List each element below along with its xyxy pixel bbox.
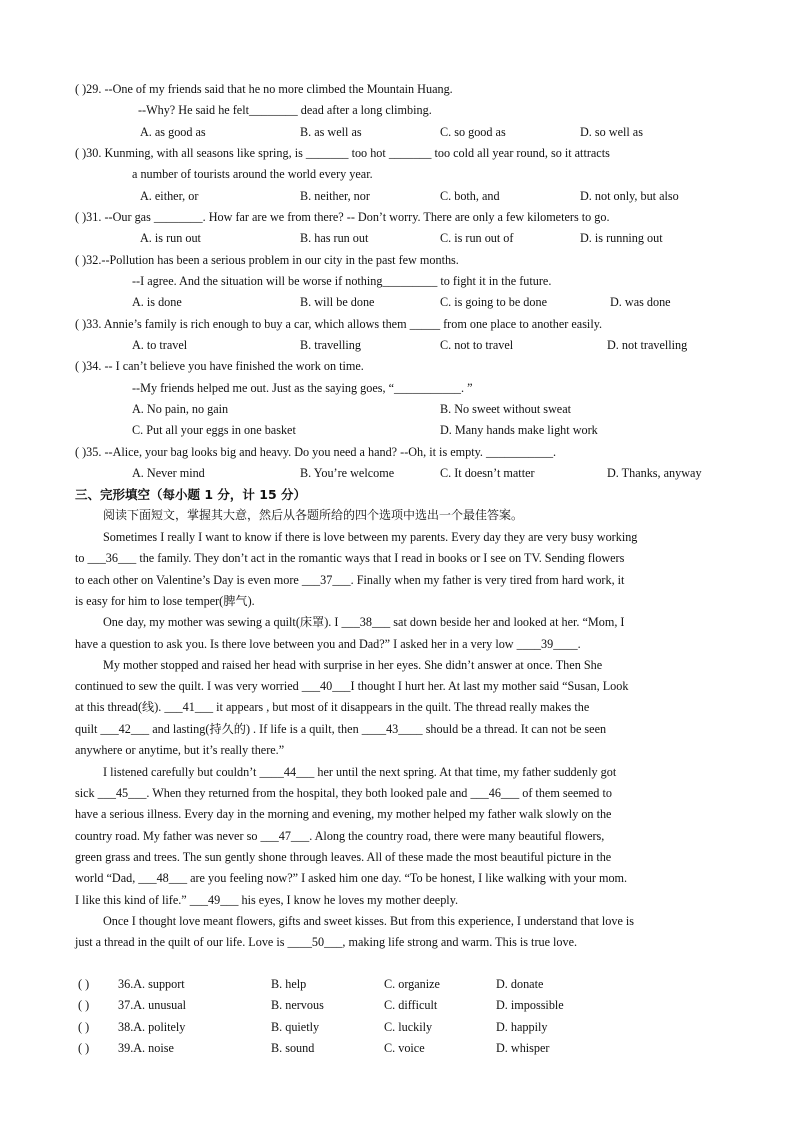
- passage-line: to each other on Valentine’s Day is even more ___37___. Finally when my father is very tired from hard work, it: [75, 573, 625, 587]
- passage-line: sick ___45___. When they returned from the hospital, they both looked pale and ___46___ of them seemed to: [75, 786, 612, 800]
- question-33: ( )33. Annie’s family is rich enough to buy a car, which allows them _____ from one place to another easily.: [75, 317, 603, 331]
- passage-line: Sometimes I really I want to know if there is love between my parents. Every day they are very busy working: [103, 530, 638, 544]
- passage-line: My mother stopped and raised her head with surprise in her eyes. She didn’t answer at once. Then She: [103, 658, 603, 672]
- question-line: --I agree. And the situation will be worse if nothing_________ to fight it in the future.: [132, 274, 552, 288]
- passage-line: just a thread in the quilt of our life. Love is ____50___, making life strong and warm. This is true love.: [75, 935, 578, 949]
- question-line: --My friends helped me out. Just as the saying goes, “___________. ”: [132, 381, 473, 395]
- passage-line: at this thread(线). ___41___ it appears , but most of it disappears in the quilt. The thread really makes the: [75, 700, 590, 714]
- question-30: ( )30. Kunming, with all seasons like spring, is _______ too hot _______ too cold all year round, so it attracts: [75, 146, 610, 160]
- section-heading: 三、完形填空（每小题 1 分，计 15 分）: [75, 487, 307, 502]
- passage-line: I like this kind of life.” ___49___ his eyes, I know he loves my mother deeply.: [75, 893, 459, 907]
- passage-line: Once I thought love meant flowers, gifts and sweet kisses. But from this experience, I understand that love is: [103, 914, 635, 928]
- passage-line: country road. My father was never so ___47___. Along the country road, there were many beautiful flowers,: [75, 829, 605, 843]
- passage-line: green grass and trees. The sun gently shone through leaves. All of these made the most beautiful picture in the: [75, 850, 612, 864]
- passage-line: One day, my mother was sewing a quilt(床罩). I ___38___ sat down beside her and looked at her. “Mom, I: [103, 615, 625, 629]
- question-34: ( )34. -- I can’t believe you have finished the work on time.: [75, 359, 364, 373]
- passage-line: world “Dad, ___48___ are you feeling now?” I asked him one day. “To be honest, I like walking with your mom.: [75, 871, 628, 885]
- question-line: a number of tourists around the world every year.: [132, 167, 373, 181]
- passage-line: quilt ___42___ and lasting(持久的) . If life is a quilt, then ____43____ should be a thread. It can not be seen: [75, 722, 607, 736]
- question-35: ( )35. --Alice, your bag looks big and heavy. Do you need a hand? --Oh, it is empty. ___________.: [75, 445, 557, 459]
- passage-line: is easy for him to lose temper(脾气).: [75, 594, 255, 608]
- section-instruction: 阅读下面短文，掌握其大意，然后从各题所给的四个选项中选出一个最佳答案。: [103, 508, 524, 522]
- answer-paren: ( ): [75, 82, 87, 96]
- passage-line: anywhere or anytime, but it’s really there.”: [75, 743, 285, 757]
- question-29: ( )29. --One of my friends said that he no more climbed the Mountain Huang.: [75, 82, 453, 96]
- exam-page: ( )29. --One of my friends said that he no more climbed the Mountain Huang. --Why? He said he felt________ dead after a long climbing. A. as good as B. as well as C. so good as D. so well as ( )30. Kunming, with all seasons like spring, is _______ too hot _______ too cold all year round, so it attracts a number of tourists around the world every year. A. either, or B. neither, nor C. both, and D. not only, but also ( )31. --Our gas ________. How far are we from there? -- Don’t worry. There are only a few kilometers to go. A. is run out B. has run out C. is run out of D. is running out ( )32.--Pollution has been a serious problem in our city in the past few months. --I agree. And the situation will be worse if nothing_________ to fight it in the future. A. is done B. will be done C. is going to be done D. was done ( )33. Annie’s family is rich enough to buy a car, which allows them _____ from one place to another easily. A. to travel B. travelling C. not to travel D. not travelling ( )34. -- I can’t believe you have finished the work on time. --My friends helped me out. Just as the saying goes, “___________. ” A. No pain, no gain B. No sweet without sweat C. Put all your eggs in one basket D. Many hands make light work ( )35. --Alice, your bag looks big and heavy. Do you need a hand? --Oh, it is empty. ___________. A. Never mind B. You’re welcome C. It doesn’t matter D. Thanks, anyway 三、完形填空（每小题 1 分，计 15 分） 阅读下面短文，掌握其大意，然后从各题所给的四个选项中选出一个最佳答案。 Sometimes I really I want to know if there is love between my parents. Every day they are very busy working to ___36___ the family. They don’t act in the romantic ways that I read in books or I see on TV. Sending flowers to each other on Valentine’s Day is even more ___37___. Finally when my father is very tired from hard work, it is easy for him to lose temper(脾气). One day, my mother was sewing a quilt(床罩). I ___38___ sat down beside her and looked at her. “Mom, I have a question to ask you. Is there love between you and Dad?” I asked her in a very low ____39____. My mother stopped and raised her head with surprise in her eyes. She didn’t answer at once. Then She continued to sew the quilt. I was very worried ___40___I thought I hurt her. At last my mother said “Susan, Look at this thread(线). ___41___ it appears , but most of it disappears in the quilt. The thread really makes the quilt ___42___ and lasting(持久的) . If life is a quilt, then ____43____ should be a thread. It can not be seen anywhere or anytime, but it’s really there.” I listened carefully but couldn’t ____44___ her until the next spring. At that time, my father suddenly got sick ___45___. When they returned from the hospital, they both looked pale and ___46___ of them seemed to have a serious illness. Every day in the morning and evening, my mother helped my father walk slowly on the country road. My father was never so ___47___. Along the country road, there were many beautiful flowers, green grass and trees. The sun gently shone through leaves. All of these made the most beautiful picture in the world “Dad, ___48___ are you feeling now?” I asked him one day. “To be honest, I like walking with your mom. I like this kind of life.” ___49___ his eyes, I know he loves my mother deeply. Once I thought love meant flowers, gifts and sweet kisses. But from this experience, I understand that love is just a thread in the quilt of our life. Love is ____50___, making life strong and warm. This is true love. ( ) 36.A. support B. help C. organize D. donate ( ) 37.A. unusual B. nervous C. difficult D. impossible ( ) 38.A. politely B. quietly C. luckily D. happily ( ) 39.A. noise B. sound C. voice D. whisper: [75, 82, 702, 1055]
- question-line: --Why? He said he felt________ dead after a long climbing.: [138, 103, 432, 117]
- passage-line: continued to sew the quilt. I was very worried ___40___I thought I hurt her. At last my mother said “Susan, Look: [75, 679, 629, 693]
- passage-line: have a serious illness. Every day in the morning and evening, my mother helped my father walk slowly on the: [75, 807, 612, 821]
- passage-line: have a question to ask you. Is there love between you and Dad?” I asked her in a very low ____39____.: [75, 637, 581, 651]
- passage-line: to ___36___ the family. They don’t act in the romantic ways that I read in books or I see on TV. Sending flowers: [75, 551, 625, 565]
- passage-line: I listened carefully but couldn’t ____44___ her until the next spring. At that time, my father suddenly got: [103, 765, 617, 779]
- question-32: ( )32.--Pollution has been a serious problem in our city in the past few months.: [75, 253, 459, 267]
- question-31: ( )31. --Our gas ________. How far are we from there? -- Don’t worry. There are only a few kilometers to go.: [75, 210, 610, 224]
